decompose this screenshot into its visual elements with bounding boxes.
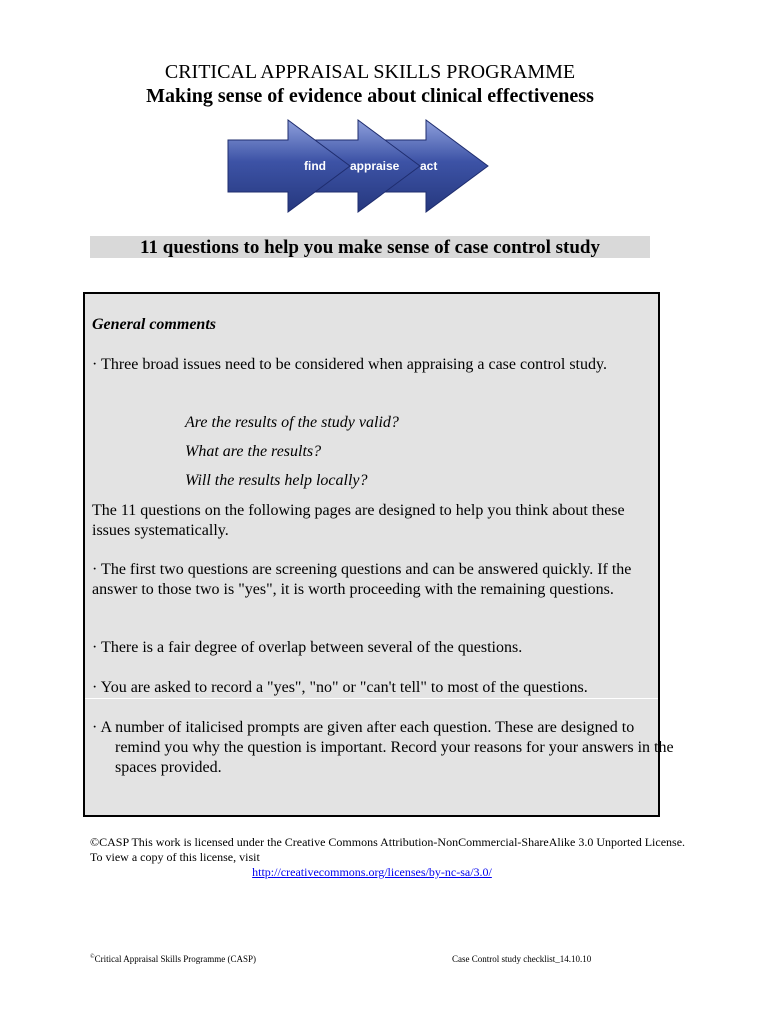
comment-paragraph: The 11 questions on the following pages are designed to help you think about these issues systematically.	[92, 502, 625, 539]
copyright-symbol: ©	[90, 954, 95, 960]
divider	[85, 698, 658, 699]
comment-paragraph: · A number of italicised prompts are given after each question. These are designed to remind you why the question is important. Record your reasons for your answers in the spaces provided.	[92, 719, 674, 776]
footer-left	[90, 954, 256, 964]
page-title: CRITICAL APPRAISAL SKILLS PROGRAMME	[164, 61, 576, 83]
general-comments-box	[83, 292, 674, 817]
arrow-find-icon	[228, 120, 350, 212]
section-banner: 11 questions to help you make sense of case control study	[90, 236, 650, 258]
comment-paragraph: · Three broad issues need to be considered when appraising a case control study.	[92, 356, 607, 373]
footer-right: Case Control study checklist_14.10.10	[452, 954, 592, 964]
license-text: ©CASP This work is licensed under the Creative Commons Attribution-NonCommercial-ShareAlike 3.0 Unported License. To view a copy of this license, visit	[90, 835, 686, 864]
arrow-label-act: act	[420, 159, 438, 173]
arrow-label-appraise: appraise	[350, 159, 400, 173]
comment-paragraph: · You are asked to record a "yes", "no" or "can't tell" to most of the questions.	[92, 679, 588, 696]
comment-paragraph: · There is a fair degree of overlap between several of the questions.	[92, 639, 523, 656]
license-link[interactable]: http://creativecommons.org/licenses/by-nc-sa/3.0/	[252, 865, 492, 879]
find-appraise-act-arrows	[226, 118, 490, 214]
footer-left-text: Critical Appraisal Skills Programme (CASP)	[94, 954, 257, 964]
general-comments-heading: General comments	[92, 316, 216, 333]
comment-paragraph: · The first two questions are screening questions and can be answered quickly. If the answer to those two is "yes", it is worth proceeding with the remaining questions.	[92, 561, 632, 598]
arrow-label-find: find	[304, 159, 326, 173]
question-item: Will the results help locally?	[185, 472, 368, 489]
page-subtitle: Making sense of evidence about clinical effectiveness	[146, 85, 594, 107]
question-item: What are the results?	[185, 443, 322, 460]
question-item: Are the results of the study valid?	[185, 414, 399, 431]
license-notice	[90, 835, 690, 880]
